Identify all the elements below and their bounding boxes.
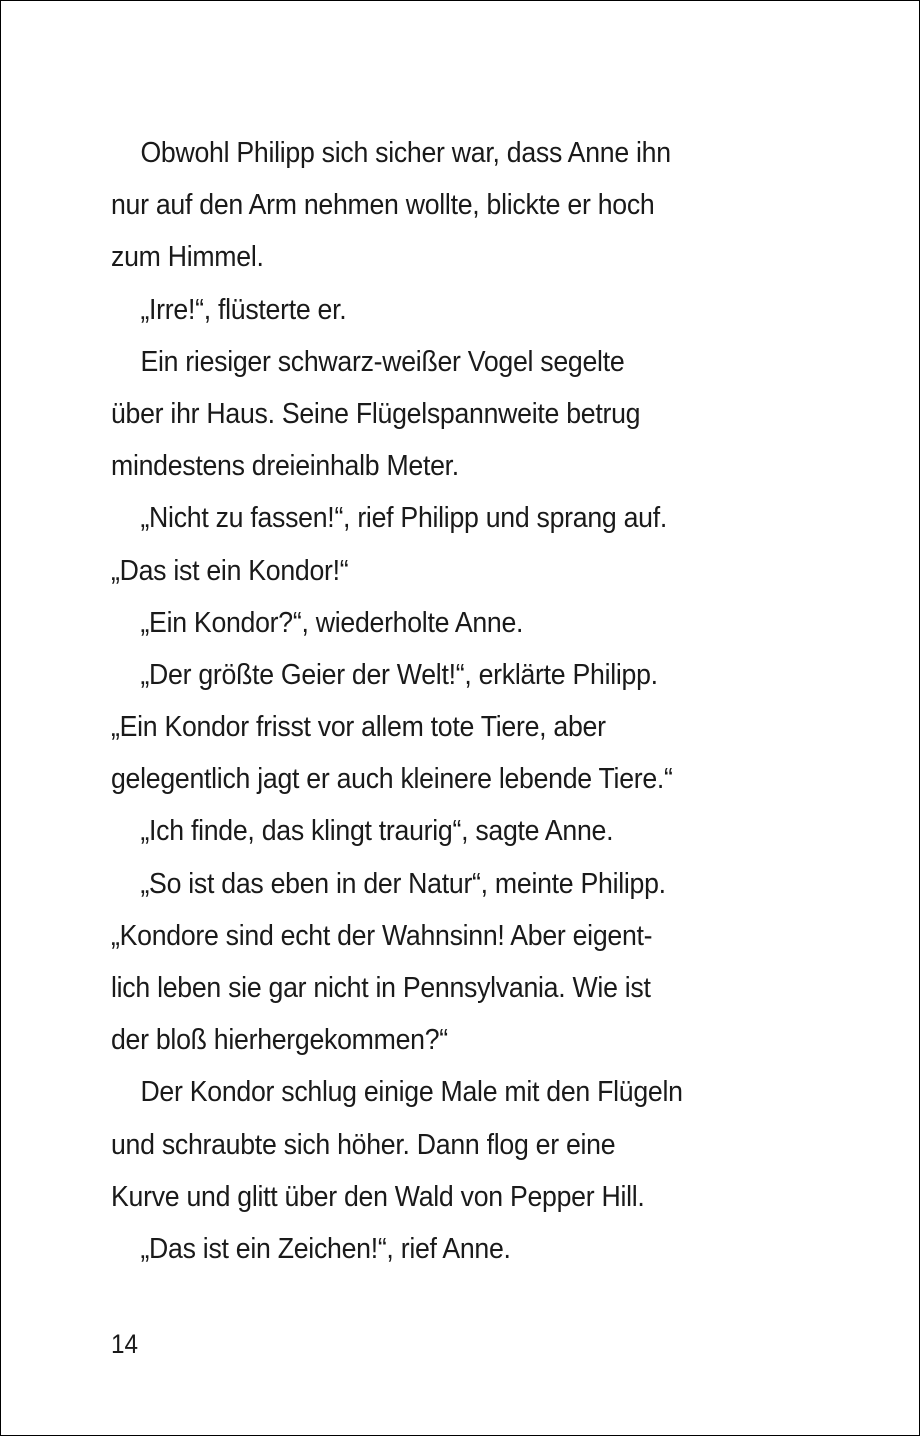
text-line: Ein riesiger schwarz-weißer Vogel segelte bbox=[140, 345, 625, 378]
text-line: „Nicht zu fassen!“, rief Philipp und sprang auf. bbox=[140, 502, 667, 535]
text-line: „Irre!“, flüsterte er. bbox=[140, 293, 347, 326]
text-line: über ihr Haus. Seine Flügelspannweite betrug bbox=[111, 397, 641, 430]
text-line: „Ich finde, das klingt traurig“, sagte Anne. bbox=[140, 815, 614, 848]
text-line: „Der größte Geier der Welt!“, erklärte Philipp. bbox=[140, 658, 658, 691]
text-line: nur auf den Arm nehmen wollte, blickte er hoch bbox=[111, 189, 655, 222]
text-line: „Ein Kondor?“, wiederholte Anne. bbox=[140, 606, 524, 639]
text-line: „Das ist ein Zeichen!“, rief Anne. bbox=[140, 1232, 511, 1265]
text-line: gelegentlich jagt er auch kleinere lebende Tiere.“ bbox=[111, 763, 673, 796]
text-line: „Kondore sind echt der Wahnsinn! Aber eigent- bbox=[111, 919, 653, 952]
text-line: Obwohl Philipp sich sicher war, dass Anne ihn bbox=[140, 137, 671, 169]
text-line: Kurve und glitt über den Wald von Pepper Hill. bbox=[111, 1180, 645, 1213]
text-line: Der Kondor schlug einige Male mit den Flügeln bbox=[140, 1076, 683, 1109]
text-line: zum Himmel. bbox=[111, 241, 264, 274]
text-line: „So ist das eben in der Natur“, meinte Philipp. bbox=[140, 867, 666, 900]
page-number: 14 bbox=[111, 1329, 139, 1359]
text-line: lich leben sie gar nicht in Pennsylvania. Wie ist bbox=[111, 972, 651, 1004]
text-line: „Ein Kondor frisst vor allem tote Tiere, aber bbox=[111, 711, 606, 744]
text-line: der bloß hierhergekommen?“ bbox=[111, 1024, 448, 1057]
text-line: und schraubte sich höher. Dann flog er eine bbox=[111, 1128, 616, 1161]
text-line: mindestens dreieinhalb Meter. bbox=[111, 450, 459, 483]
body-text bbox=[111, 127, 831, 1275]
text-line: „Das ist ein Kondor!“ bbox=[111, 554, 349, 587]
